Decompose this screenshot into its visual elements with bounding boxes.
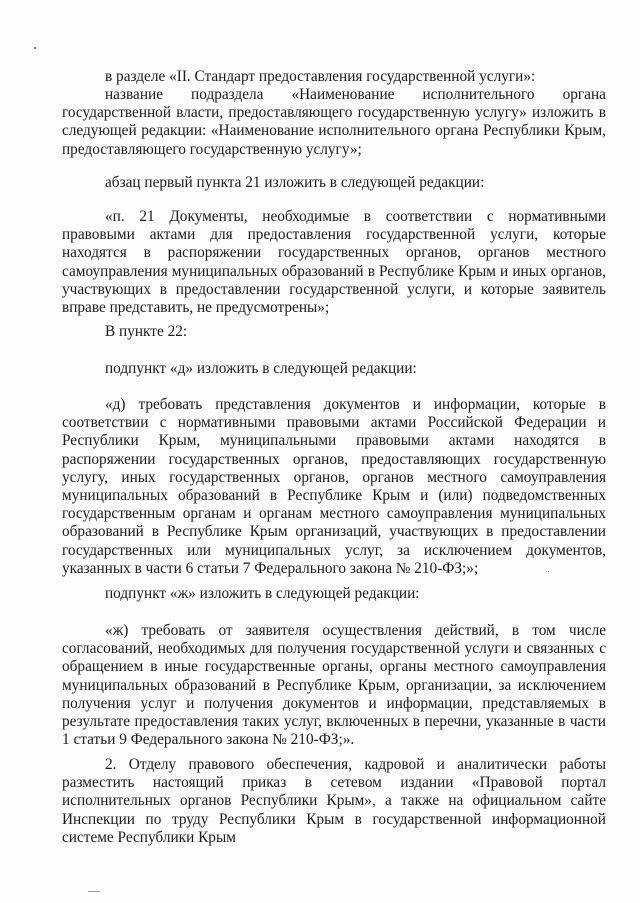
scan-speck [88, 891, 100, 892]
scan-speck [34, 47, 36, 49]
paragraph-point-22-heading: В пункте 22: [105, 323, 188, 340]
paragraph-point-21-intro: абзац первый пункта 21 изложить в следующей редакции: [105, 174, 485, 191]
word: подраздела [191, 86, 264, 103]
paragraph-subpoint-zh-text: «ж) требовать от заявителя осуществления действий, в том числе согласований, необходимых для получения государственной услуги и связанных с обращением в иные государственные органы, органы местного самоуправления муниципальных образований в Республике Крым, организации, за исключением получения услуг и получения документов и информации, представляемых в результате предоставления таких услуг, включенных в перечни, указанные в части 1 статьи 9 Федерального закона № 210-ФЗ;». [62, 622, 606, 749]
paragraph-point-21-text: «п. 21 Документы, необходимые в соответствии с нормативными правовыми актами для предоставления государственной услуги, которые находятся в распоряжении государственных органов, органов местного самоуправления муниципальных образований в Республике Крым и иных органов, участвующих в предоставлении государственной услуги, и которые заявитель вправе представить, не предусмотрены»; [62, 208, 606, 317]
word: название [105, 86, 163, 103]
word: «Наименование [291, 86, 395, 103]
paragraph-body: государственной власти, предоставляющего государственную услугу» изложить в следующей редакции: «Наименование исполнительного органа Республики Крым, предоставляющего государственную услугу»; [62, 104, 606, 158]
paragraph-section-heading: в разделе «II. Стандарт предоставления государственной услуги»: [105, 68, 536, 85]
paragraph-subpoint-zh-intro: подпункт «ж» изложить в следующей редакции: [105, 585, 420, 602]
paragraph-subsection-name [62, 86, 606, 159]
paragraph-first-line [62, 86, 606, 104]
word: исполнительного [422, 86, 535, 103]
paragraph-subpoint-d-text: «д) требовать представления документов и информации, которые в соответствии с нормативными правовыми актами Российской Федерации и Республики Крым, муниципальными правовыми актами находятся в распоряжении государственных органов, предоставляющих государственную услугу, иных государственных органов, органов местного самоуправления муниципальных образований в Республике Крым и (или) подведомственных государственным органам и органам местного самоуправления муниципальных образований в Республике Крым организаций, участвующих в предоставлении государственных или муниципальных услуг, за исключением документов, указанных в части 6 статьи 7 Федерального закона № 210-ФЗ;»; [62, 396, 606, 577]
word: органа [562, 86, 606, 103]
paragraph-item-2: 2. Отделу правового обеспечения, кадровой и аналитически работы разместить настоящий приказ в сетевом издании «Правовой портал исполнительных органов Республики Крым», а также на официальном сайте Инспекции по труду Республики Крым в государственной информационной системе Республики Крым [62, 756, 606, 846]
paragraph-subpoint-d-intro: подпункт «д» изложить в следующей редакции: [105, 360, 417, 377]
